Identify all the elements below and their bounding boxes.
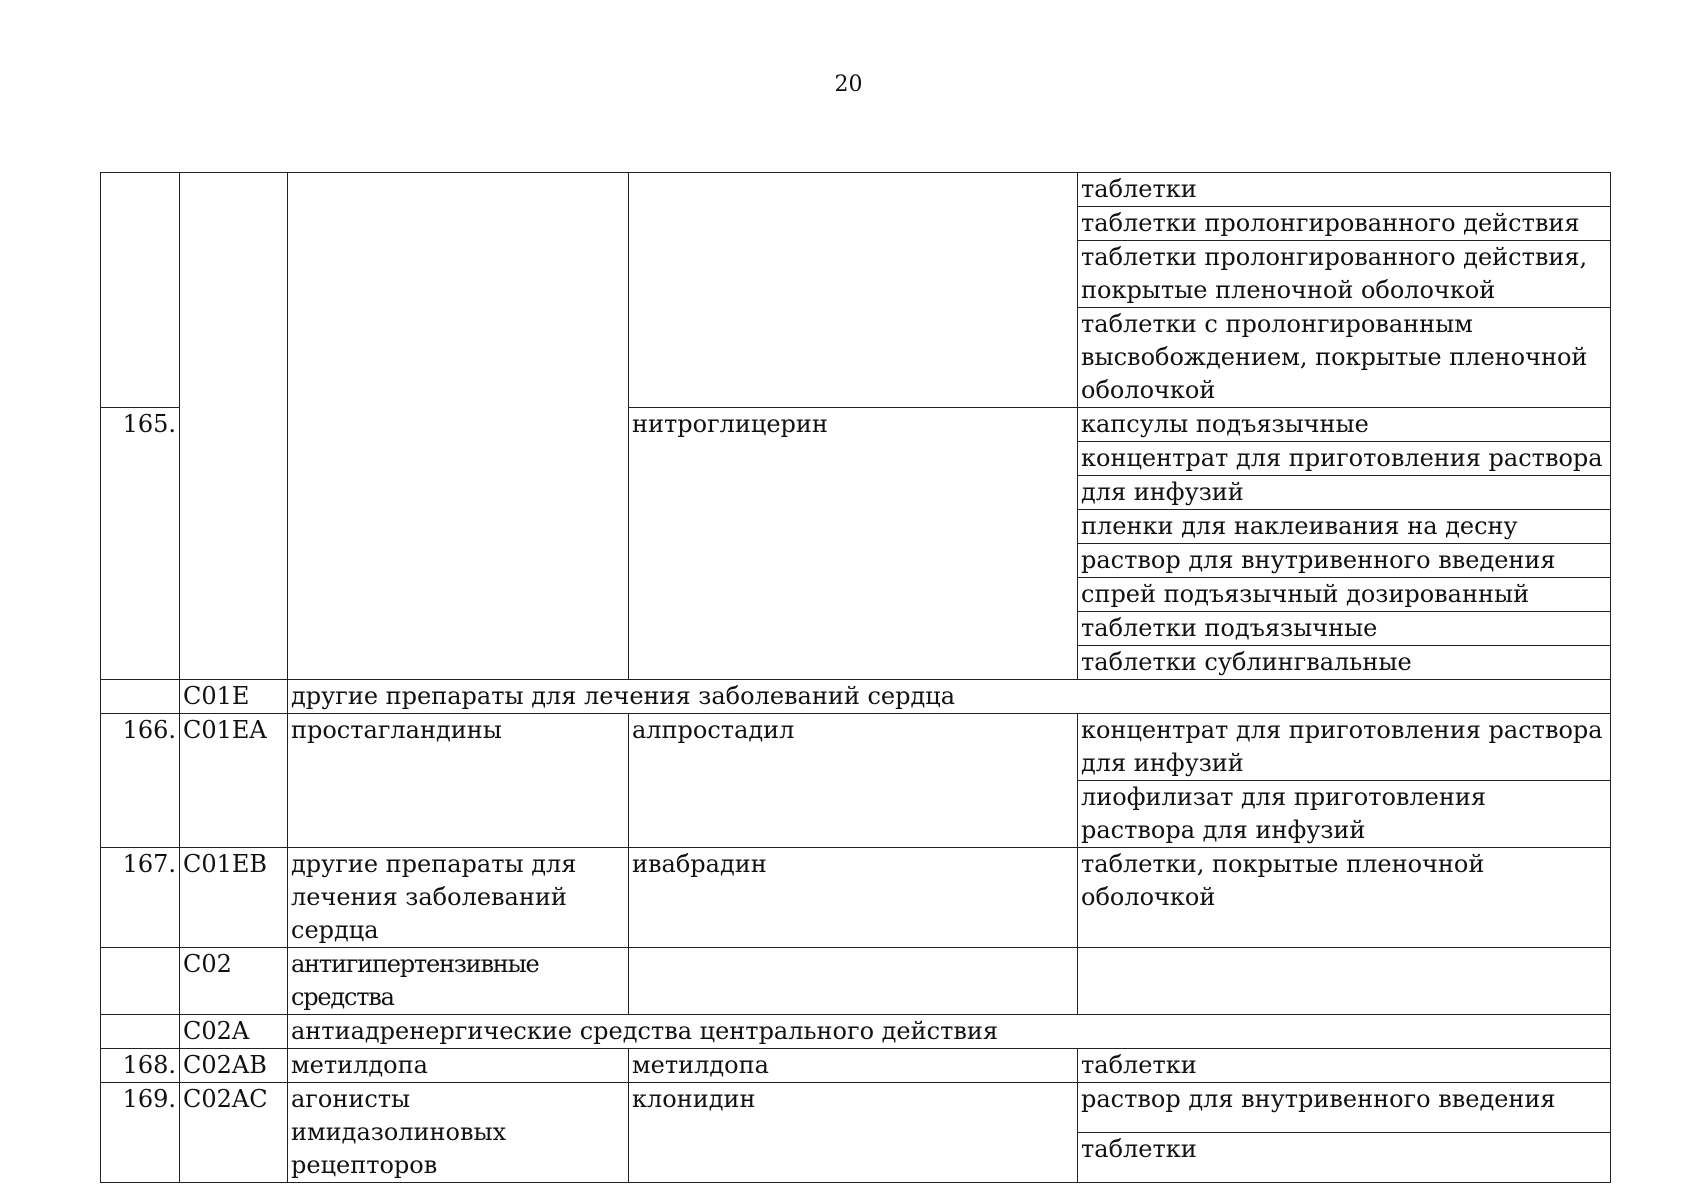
- dosage-form-cell: пленки для наклеивания на десну: [1078, 510, 1611, 544]
- atx-code-cell: C02: [180, 948, 288, 1015]
- page-number: 20: [834, 72, 863, 97]
- atx-code-cell: C02AC: [180, 1083, 288, 1183]
- dosage-form-cell: таблетки сублингвальные: [1078, 646, 1611, 680]
- row-number-cell: 167.: [101, 848, 180, 948]
- table-row: [101, 714, 1611, 781]
- row-number-cell: [101, 1015, 180, 1049]
- inn-cell: ивабрадин: [629, 848, 1078, 948]
- table-row: [101, 848, 1611, 948]
- row-number-cell: 169.: [101, 1083, 180, 1183]
- inn-cell: клонидин: [629, 1083, 1078, 1183]
- dosage-form-cell: таблетки с пролонгированным высвобождением, покрытые пленочной оболочкой: [1078, 308, 1611, 408]
- inn-cell: метилдопа: [629, 1049, 1078, 1083]
- dosage-form-cell: спрей подъязычный дозированный: [1078, 578, 1611, 612]
- row-number-cell: 166.: [101, 714, 180, 848]
- dosage-form-cell: раствор для внутривенного введения: [1078, 544, 1611, 578]
- atx-code-cell: C02A: [180, 1015, 288, 1049]
- dosage-form-cell: таблетки подъязычные: [1078, 612, 1611, 646]
- table-row: [101, 680, 1611, 714]
- dosage-form-cell: таблетки: [1078, 173, 1611, 207]
- medicines-table: [100, 172, 1611, 1183]
- dosage-form-cell: концентрат для приготовления раствора для инфузий: [1078, 714, 1611, 781]
- atx-code-cell: [180, 173, 288, 680]
- group-name-cell: антигипертензивные средства: [288, 948, 629, 1015]
- table-row: [101, 1049, 1611, 1083]
- dosage-form-cell: лиофилизат для приготовления раствора для инфузий: [1078, 781, 1611, 848]
- row-number-cell: [101, 948, 180, 1015]
- dosage-form-cell: таблетки: [1078, 1133, 1611, 1183]
- dosage-form-cell: таблетки, покрытые пленочной оболочкой: [1078, 848, 1611, 948]
- row-number-cell: 165.: [101, 408, 180, 680]
- inn-cell: нитроглицерин: [629, 408, 1078, 680]
- group-name-cell: метилдопа: [288, 1049, 629, 1083]
- dosage-form-cell: капсулы подъязычные: [1078, 408, 1611, 442]
- atx-code-cell: C02AB: [180, 1049, 288, 1083]
- table-row: [101, 1015, 1611, 1049]
- atx-code-cell: C01EB: [180, 848, 288, 948]
- dosage-form-cell: таблетки пролонгированного действия, покрытые пленочной оболочкой: [1078, 241, 1611, 308]
- group-name-cell: другие препараты для лечения заболеваний сердца: [288, 848, 629, 948]
- table-row: [101, 1083, 1611, 1133]
- dosage-form-cell: [1078, 948, 1611, 1015]
- group-name-cell: [288, 173, 629, 680]
- inn-cell: [629, 173, 1078, 408]
- row-number-cell: [101, 173, 180, 408]
- table-row: [101, 173, 1611, 207]
- dosage-form-cell: для инфузий: [1078, 476, 1611, 510]
- group-name-cell: агонисты имидазолиновых рецепторов: [288, 1083, 629, 1183]
- dosage-form-cell: таблетки: [1078, 1049, 1611, 1083]
- dosage-form-cell: раствор для внутривенного введения: [1078, 1083, 1611, 1133]
- dosage-form-cell: концентрат для приготовления раствора: [1078, 442, 1611, 476]
- table-row: [101, 948, 1611, 1015]
- dosage-form-cell: таблетки пролонгированного действия: [1078, 207, 1611, 241]
- group-name-cell: антиадренергические средства центрального действия: [288, 1015, 1611, 1049]
- row-number-cell: 168.: [101, 1049, 180, 1083]
- inn-cell: [629, 948, 1078, 1015]
- inn-cell: алпростадил: [629, 714, 1078, 848]
- row-number-cell: [101, 680, 180, 714]
- group-name-cell: простагландины: [288, 714, 629, 848]
- atx-code-cell: C01E: [180, 680, 288, 714]
- group-name-cell: другие препараты для лечения заболеваний сердца: [288, 680, 1611, 714]
- atx-code-cell: C01EA: [180, 714, 288, 848]
